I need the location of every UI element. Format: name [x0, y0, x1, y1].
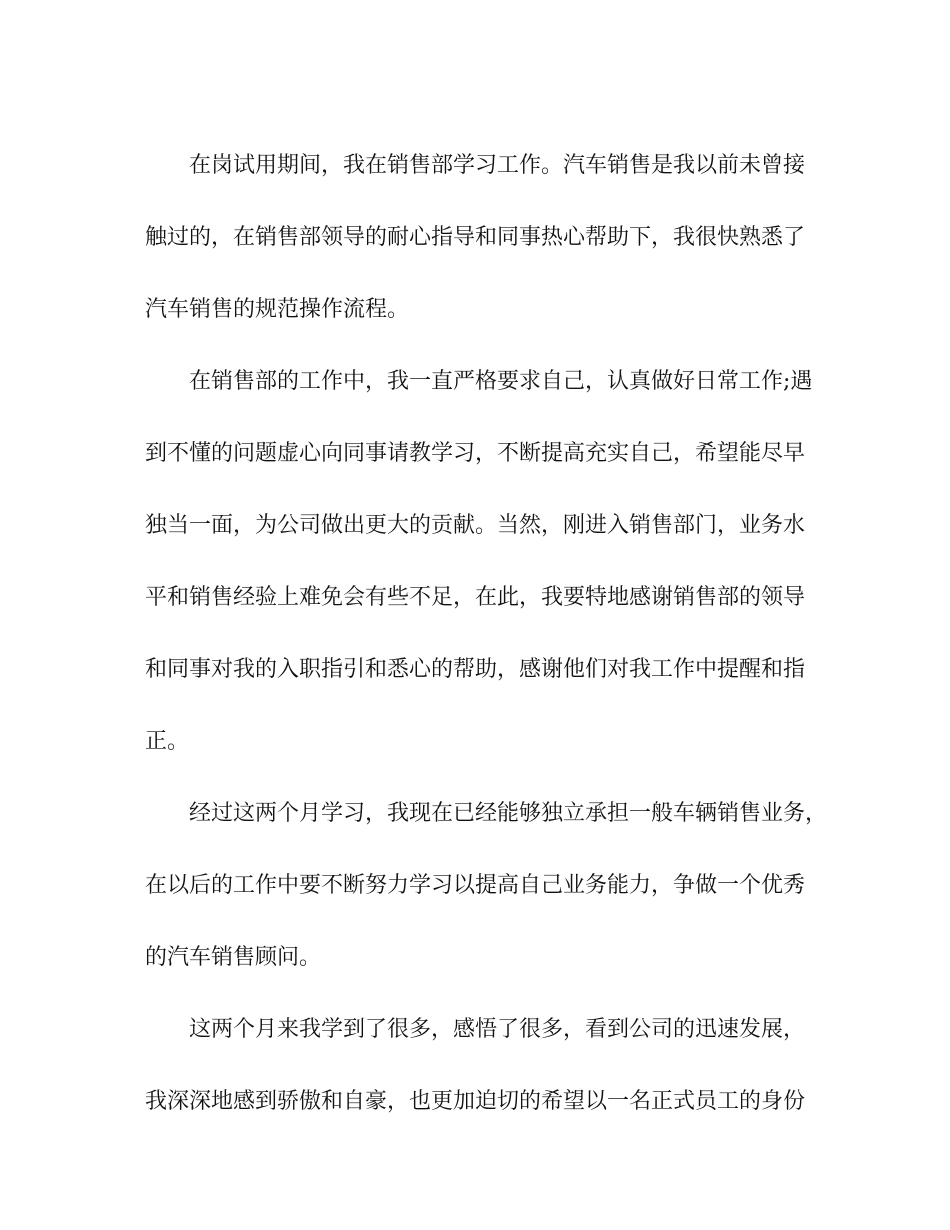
paragraph-line: 平和销售经验上难免会有些不足，在此，我要特地感谢销售部的领导 — [145, 585, 806, 610]
paragraph-3 — [145, 778, 828, 994]
document-body — [145, 130, 828, 1138]
paragraph-line: 和同事对我的入职指引和悉心的帮助，感谢他们对我工作中提醒和指 — [145, 657, 806, 682]
paragraph-4 — [145, 994, 810, 1138]
paragraph-line: 这两个月来我学到了很多，感悟了很多，看到公司的迅速发展， — [189, 1017, 806, 1042]
paragraph-line: 经过这两个月学习，我现在已经能够独立承担一般车辆销售业务， — [189, 801, 828, 826]
paragraph-line: 汽车销售的规范操作流程。 — [145, 297, 410, 322]
paragraph-1 — [145, 130, 810, 346]
paragraph-line: 的汽车销售顾问。 — [145, 945, 322, 970]
paragraph-line: 在销售部的工作中，我一直严格要求自己，认真做好日常工作;遇 — [189, 369, 813, 394]
paragraph-line: 正。 — [145, 729, 190, 754]
paragraph-line: 在岗试用期间，我在销售部学习工作。汽车销售是我以前未曾接 — [189, 153, 806, 178]
paragraph-line: 触过的，在销售部领导的耐心指导和同事热心帮助下，我很快熟悉了 — [145, 225, 806, 250]
paragraph-line: 在以后的工作中要不断努力学习以提高自己业务能力，争做一个优秀 — [145, 873, 806, 898]
paragraph-line: 我深深地感到骄傲和自豪，也更加迫切的希望以一名正式员工的身份 — [145, 1089, 806, 1114]
paragraph-line: 到不懂的问题虚心向同事请教学习，不断提高充实自己，希望能尽早 — [145, 441, 806, 466]
paragraph-2 — [145, 346, 813, 778]
paragraph-line: 独当一面，为公司做出更大的贡献。当然，刚进入销售部门，业务水 — [145, 513, 806, 538]
